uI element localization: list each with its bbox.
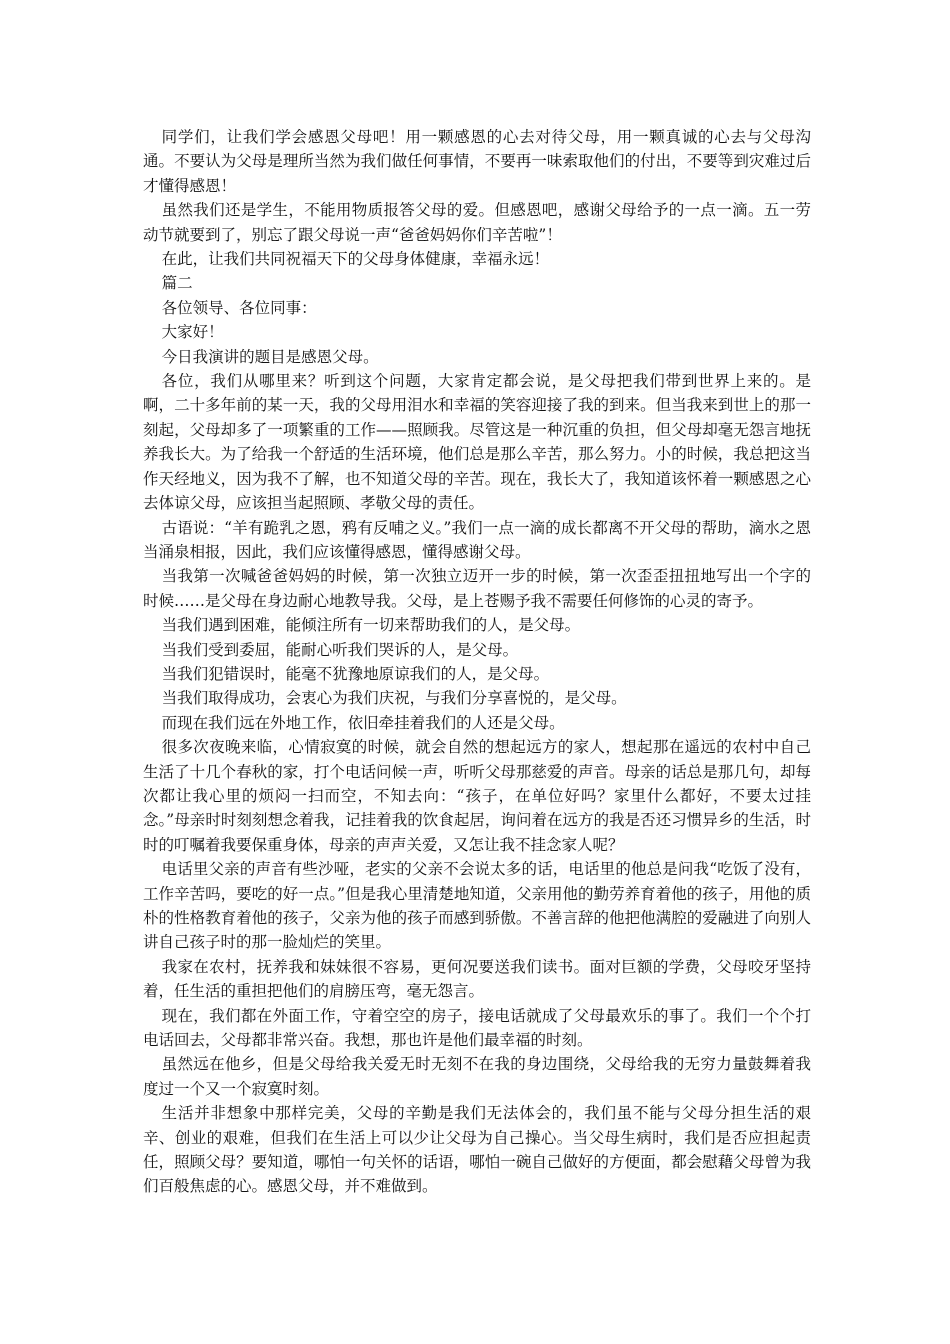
- paragraph: 当我们犯错误时，能毫不犹豫地原谅我们的人，是父母。: [161, 664, 550, 683]
- paragraph: 而现在我们远在外地工作，依旧牵挂着我们的人还是父母。: [161, 713, 565, 732]
- paragraph: 电话里父亲的声音有些沙哑，老实的父亲不会说太多的话，电话里的他总是问我“吃饭了没有，工作辛苦吗，要吃的好一点。”但是我心里清楚地知道，父亲用他的勤劳养育着他的孩子，用他的质朴的性格教育着他的孩子，父亲为他的孩子而感到骄傲。不善言辞的他把他满腔的爱融进了向别人讲自己孩子时的那一脸灿烂的笑里。: [143, 860, 811, 952]
- paragraph: 当我们取得成功，会衷心为我们庆祝，与我们分享喜悦的，是父母。: [161, 689, 627, 708]
- paragraph: 很多次夜晚来临，心情寂寞的时候，就会自然的想起远方的家人，想起那在遥远的农村中自己生活了十几个春秋的家，打个电话问候一声，听听父母那慈爱的声音。母亲的话总是那几句，却每次都让我心里的烦闷一扫而空，不知去向：“孩子，在单位好吗？家里什么都好，不要太过挂念。”母亲时时刻刻想念着我，记挂着我的饮食起居，询问着在远方的我是否还习惯异乡的生活，时时的叮嘱着我要保重身体，母亲的声声关爱，又怎让我不挂念家人呢？: [143, 738, 811, 854]
- paragraph: 虽然我们还是学生，不能用物质报答父母的爱。但感恩吧，感谢父母给予的一点一滴。五一劳动节就要到了，别忘了跟父母说一声“爸爸妈妈你们辛苦啦”！: [143, 201, 811, 244]
- paragraph: 当我第一次喊爸爸妈妈的时候，第一次独立迈开一步的时候，第一次歪歪扭扭地写出一个字的时候……是父母在身边耐心地教导我。父母，是上苍赐予我不需要任何修饰的心灵的寄予。: [143, 567, 811, 610]
- section-heading: 篇二: [161, 274, 193, 293]
- paragraph: 生活并非想象中那样完美，父母的辛勤是我们无法体会的，我们虽不能与父母分担生活的艰辛、创业的艰难，但我们在生活上可以少让父母为自己操心。当父母生病时，我们是否应担起责任，照顾父母？要知道，哪怕一句关怀的话语，哪怕一碗自己做好的方便面，都会慰藉父母曾为我们百般焦虑的心。感恩父母，并不难做到。: [143, 1104, 811, 1196]
- paragraph: 当我们受到委屈，能耐心听我们哭诉的人，是父母。: [161, 640, 519, 659]
- paragraph: 各位，我们从哪里来？听到这个问题，大家肯定都会说，是父母把我们带到世界上来的。是啊，二十多年前的某一天，我的父母用泪水和幸福的笑容迎接了我的到来。但当我来到世上的那一刻起，父母却多了一项繁重的工作——照顾我。尽管这是一种沉重的负担，但父母却毫无怨言地抚养我长大。为了给我一个舒适的生活环境，他们总是那么辛苦，那么努力。小的时候，我总把这当作天经地义，因为我不了解，也不知道父母的辛苦。现在，我长大了，我知道该怀着一颗感恩之心去体谅父母，应该担当起照顾、孝敬父母的责任。: [143, 372, 811, 513]
- paragraph: 我家在农村，抚养我和妹妹很不容易，更何况要送我们读书。面对巨额的学费，父母咬牙坚持着，任生活的重担把他们的肩膀压弯，毫无怨言。: [143, 957, 811, 1001]
- paragraph: 古语说：“羊有跪乳之恩，鸦有反哺之义。”我们一点一滴的成长都离不开父母的帮助，滴水之恩当涌泉相报，因此，我们应该懂得感恩，懂得感谢父母。: [143, 518, 811, 561]
- paragraph: 现在，我们都在外面工作，守着空空的房子，接电话就成了父母最欢乐的事了。我们一个个打电话回去，父母都非常兴奋。我想，那也许是他们最幸福的时刻。: [143, 1006, 811, 1050]
- paragraph: 虽然远在他乡，但是父母给我关爱无时无刻不在我的身边围绕，父母给我的无穷力量鼓舞着我度过一个又一个寂寞时刻。: [143, 1055, 811, 1098]
- paragraph: 同学们，让我们学会感恩父母吧！用一颗感恩的心去对待父母，用一颗真诚的心去与父母沟通。不要认为父母是理所当然为我们做任何事情，不要再一味索取他们的付出，不要等到灾难过后才懂得感恩！: [143, 128, 811, 195]
- document-page: [143, 125, 811, 1199]
- greeting: 大家好！: [161, 323, 224, 342]
- salutation: 各位领导、各位同事：: [161, 298, 317, 317]
- paragraph: 今日我演讲的题目是感恩父母。: [161, 347, 379, 366]
- paragraph: 在此，让我们共同祝福天下的父母身体健康，幸福永远！: [161, 250, 550, 269]
- paragraph: 当我们遇到困难，能倾注所有一切来帮助我们的人，是父母。: [161, 616, 581, 635]
